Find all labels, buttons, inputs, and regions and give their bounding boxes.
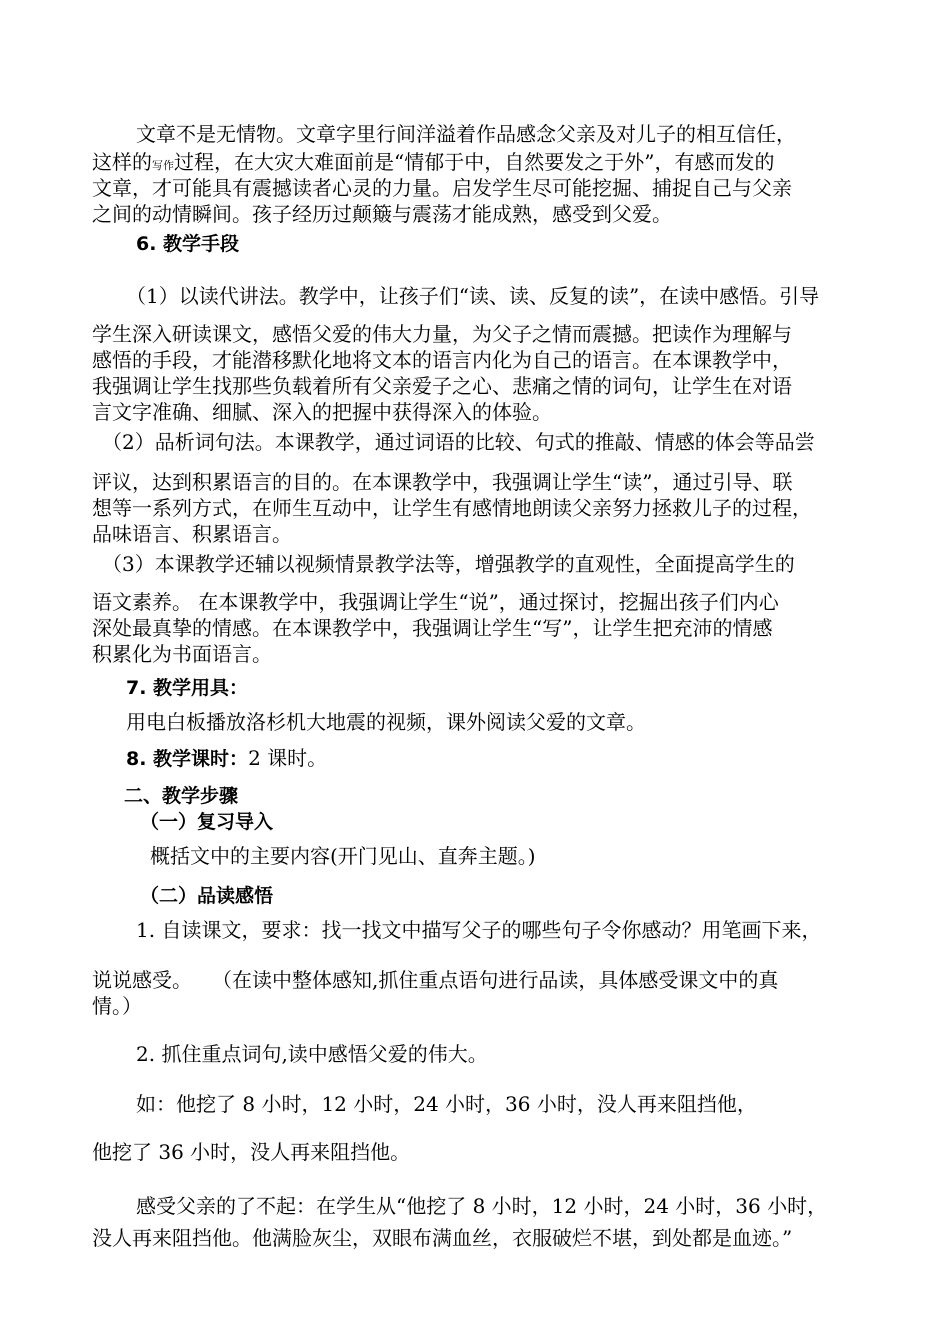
para-1-line-4: 之间的动情瞬间。孩子经历过颠簸与震荡才能成熟，感受到父爱。 xyxy=(92,202,672,226)
para-1-line-1: 文章不是无情物。文章字里行间洋溢着作品感念父亲及对儿子的相互信任， xyxy=(136,122,796,146)
annotation-small: 写作 xyxy=(152,159,174,172)
para-4-line-3: 深处最真挚的情感。在本课教学中，我强调让学生“写”，让学生把充沛的情感 xyxy=(92,616,773,640)
para-3-line-2: 评议，达到积累语言的目的。在本课教学中，我强调让学生“读”，通过引导、联 xyxy=(92,470,793,494)
para-6: 概括文中的主要内容(开门见山、直奔主题。) xyxy=(150,844,536,868)
para-2-line-5: 言文字准确、细腻、深入的把握中获得深入的体验。 xyxy=(92,400,552,424)
section-2-heading: 二、教学步骤 xyxy=(124,785,239,807)
para-3-line-1: （2）品析词句法。本课教学，通过词语的比较、句式的推敲、情感的体会等品尝 xyxy=(102,430,815,454)
para-2-line-1: （1）以读代讲法。教学中，让孩子们“读、读、反复的读”，在读中感悟。引导 xyxy=(126,284,820,308)
para-4-line-4: 积累化为书面语言。 xyxy=(92,642,272,666)
heading-7: 7. 教学用具： xyxy=(126,677,249,699)
para-10-line-1: 感受父亲的了不起：在学生从“他挖了 8 小时，12 小时，24 小时，36 小时， xyxy=(136,1194,828,1218)
para-1-line-2-b: 过程，在大灾大难面前是“情郁于中，自然要发之于外”，有感而发的 xyxy=(174,150,775,174)
para-3-line-4: 品味语言、积累语言。 xyxy=(92,522,292,546)
para-7-line-3: 情。） xyxy=(92,994,142,1018)
para-2-line-3: 感悟的手段，才能潜移默化地将文本的语言内化为自己的语言。在本课教学中， xyxy=(92,348,792,372)
para-4-line-1: （3）本课教学还辅以视频情景教学法等，增强教学的直观性，全面提高学生的 xyxy=(102,552,795,576)
para-9-line-2: 他挖了 36 小时，没人再来阻挡他。 xyxy=(92,1140,411,1164)
heading-8-row xyxy=(126,746,327,771)
para-2-line-2: 学生深入研读课文，感悟父爱的伟大力量，为父子之情而震撼。把读作为理解与 xyxy=(92,322,792,346)
para-5: 用电白板播放洛杉机大地震的视频，课外阅读父爱的文章。 xyxy=(126,710,646,734)
para-2-line-4: 我强调让学生找那些负载着所有父亲爱子之心、悲痛之情的词句，让学生在对语 xyxy=(92,374,792,398)
subsection-1-heading: （一）复习导入 xyxy=(140,811,274,833)
para-4-line-2: 语文素养。 在本课教学中，我强调让学生“说”，通过探讨，挖掘出孩子们内心 xyxy=(92,590,779,614)
para-10-line-2: 没人再来阻挡他。他满脸灰尘，双眼布满血丝，衣服破烂不堪，到处都是血迹。” xyxy=(92,1226,793,1250)
para-8: 2. 抓住重点词句,读中感悟父爱的伟大。 xyxy=(136,1042,488,1066)
para-1-line-2-a: 这样的 xyxy=(92,150,152,174)
para-1-line-2 xyxy=(92,150,774,178)
para-1-line-3: 文章，才可能具有震撼读者心灵的力量。启发学生尽可能挖掘、捕捉自己与父亲 xyxy=(92,176,792,200)
heading-8-value: 2 课时。 xyxy=(248,746,328,770)
para-3-line-3: 想等一系列方式，在师生互动中，让学生有感情地朗读父亲努力拯救儿子的过程， xyxy=(92,496,812,520)
subsection-2-heading: （二）品读感悟 xyxy=(140,885,274,907)
para-7-line-2: 说说感受。 （在读中整体感知,抓住重点语句进行品读，具体感受课文中的真 xyxy=(92,968,779,992)
heading-8: 8. 教学课时： xyxy=(126,748,249,770)
para-7-line-1: 1. 自读课文，要求：找一找文中描写父子的哪些句子令你感动？用笔画下来， xyxy=(136,918,822,942)
heading-6: 6. 教学手段 xyxy=(136,233,240,255)
para-9-line-1: 如：他挖了 8 小时，12 小时，24 小时，36 小时，没人再来阻挡他， xyxy=(136,1092,757,1116)
